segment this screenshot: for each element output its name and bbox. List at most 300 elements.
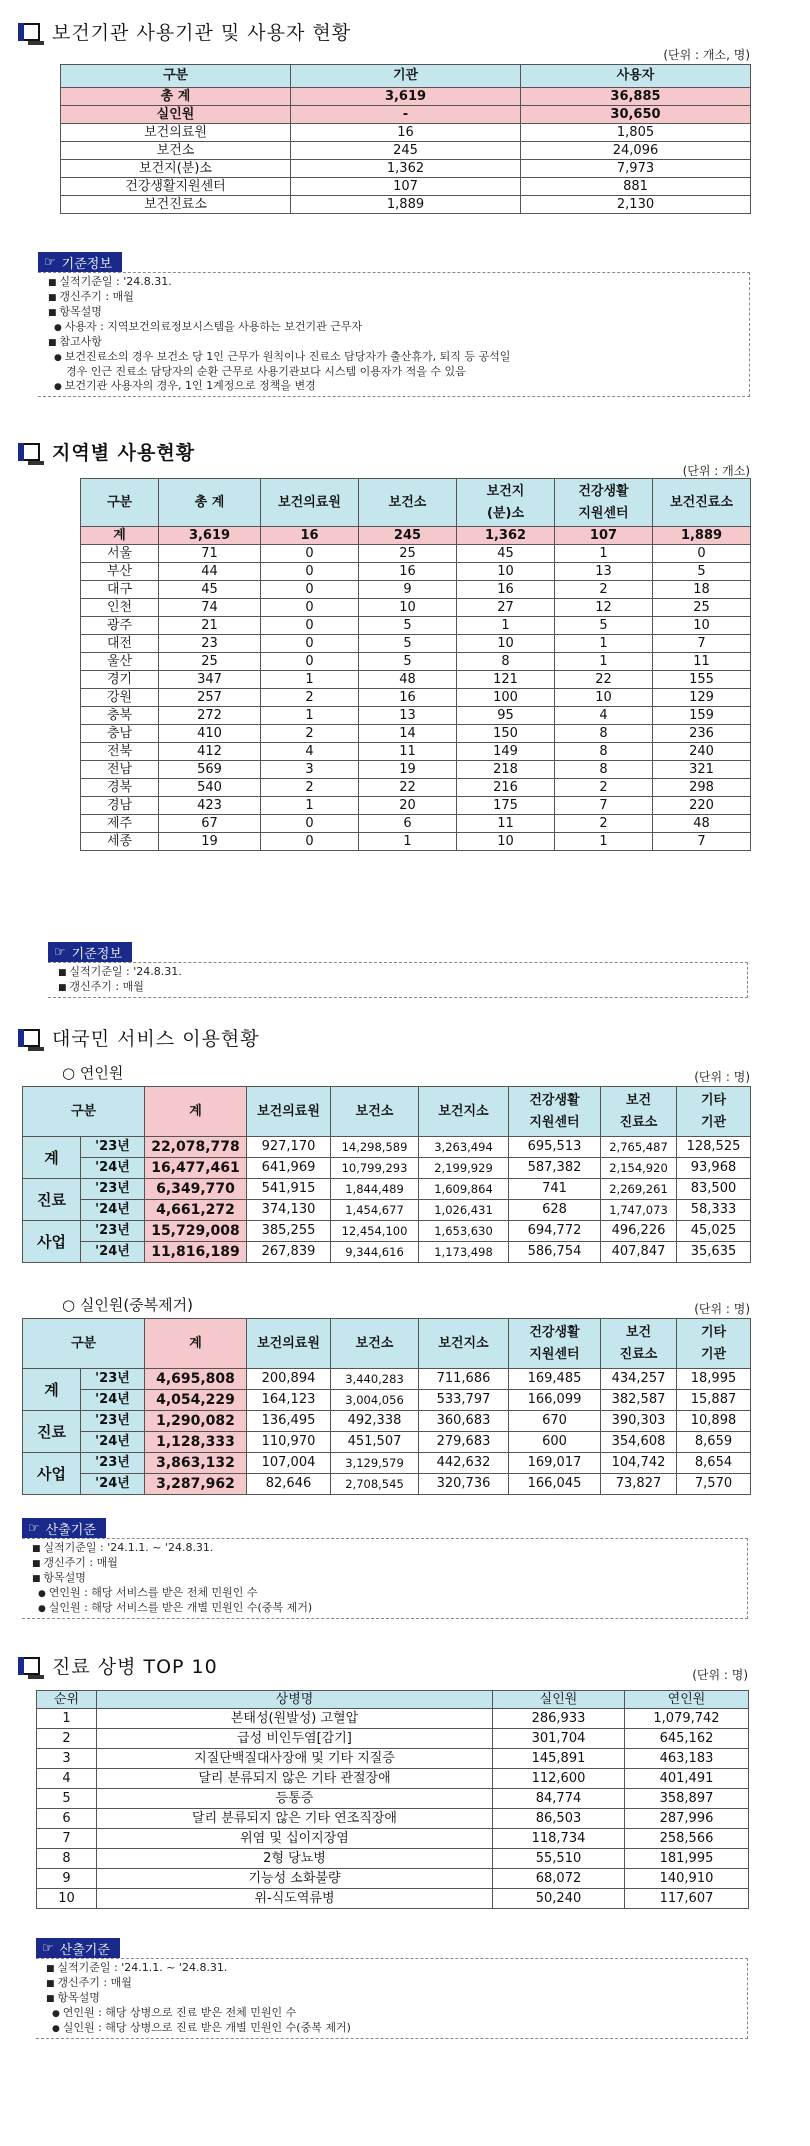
table-cell: 3 [37, 1749, 97, 1769]
s1-header-1: 기관 [291, 65, 521, 88]
table-cell: 8 [37, 1849, 97, 1869]
table-cell: 보건의료원 [61, 124, 291, 142]
table-cell: 298 [653, 779, 751, 797]
table-row [61, 178, 751, 196]
table-row [81, 689, 751, 707]
table-cell: 71 [159, 545, 261, 563]
table-cell: 7 [555, 797, 653, 815]
table-cell: 442,632 [419, 1453, 509, 1474]
table-cell: 0 [261, 581, 359, 599]
table-cell: 107 [555, 527, 653, 545]
table-cell: 11,816,189 [145, 1242, 247, 1263]
table-cell: 15,887 [677, 1390, 751, 1411]
service-header-6: 보건 진료소 [601, 1319, 677, 1369]
table-row [81, 833, 751, 851]
table-cell: 358,897 [625, 1789, 749, 1809]
table-cell: 보건진료소 [61, 196, 291, 214]
table-cell: 대전 [81, 635, 159, 653]
unit-label: (단위 : 명) [694, 1070, 750, 1084]
agency-user-table [60, 64, 751, 214]
table-cell: 159 [653, 707, 751, 725]
table-cell: 16 [457, 581, 555, 599]
year-label: '24년 [81, 1390, 145, 1411]
table-row [37, 1869, 749, 1889]
table-cell: 2 [261, 779, 359, 797]
table-row [37, 1789, 749, 1809]
table-cell: 달리 분류되지 않은 기타 연조직장애 [97, 1809, 493, 1829]
table-cell: 7 [653, 833, 751, 851]
table-cell: 11 [359, 743, 457, 761]
table-row [61, 124, 751, 142]
info-line: ● 보건기관 사용자의 경우, 1인 1계정으로 정책을 변경 [48, 379, 749, 394]
info-badge: ☞ 산출기준 [22, 1518, 106, 1538]
table-cell: 220 [653, 797, 751, 815]
service-header-1: 계 [145, 1087, 247, 1137]
table-cell: 1 [457, 617, 555, 635]
table-cell: 117,607 [625, 1889, 749, 1909]
table-cell: 1,079,742 [625, 1709, 749, 1729]
table-cell: 8 [457, 653, 555, 671]
table-cell: 107,004 [247, 1453, 331, 1474]
group-label: 진료 [23, 1411, 81, 1453]
top10-disease-table [36, 1690, 749, 1909]
section-title-top10 [22, 1652, 218, 1679]
table-row [23, 1179, 751, 1200]
s2-header-1: 총 계 [159, 479, 261, 527]
table-row [23, 1137, 751, 1158]
table-cell: 25 [359, 545, 457, 563]
table-cell: 385,255 [247, 1221, 331, 1242]
table-cell: 45 [457, 545, 555, 563]
table-cell: 74 [159, 599, 261, 617]
table-row [37, 1749, 749, 1769]
unit-label: (단위 : 개소, 명) [663, 48, 750, 62]
table-cell: 기능성 소화불량 [97, 1869, 493, 1889]
table-cell: 55,510 [493, 1849, 625, 1869]
table-cell: 22,078,778 [145, 1137, 247, 1158]
table-cell: 67 [159, 815, 261, 833]
table-row [37, 1709, 749, 1729]
table-cell: 전북 [81, 743, 159, 761]
table-cell: 35,635 [677, 1242, 751, 1263]
table-cell: 7 [37, 1829, 97, 1849]
group-label: 계 [23, 1137, 81, 1179]
table-cell: 1,454,677 [331, 1200, 419, 1221]
table-cell: 18,995 [677, 1369, 751, 1390]
table-cell: 8,654 [677, 1453, 751, 1474]
table-cell: 3 [261, 761, 359, 779]
table-cell: 14,298,589 [331, 1137, 419, 1158]
table-cell: 25 [653, 599, 751, 617]
table-cell: 145,891 [493, 1749, 625, 1769]
table-cell: 434,257 [601, 1369, 677, 1390]
table-cell: 8 [555, 761, 653, 779]
year-label: '23년 [81, 1221, 145, 1242]
table-row [37, 1849, 749, 1869]
table-cell: 10 [457, 635, 555, 653]
info-line: ■ 갱신주기 : 매월 [32, 1556, 747, 1571]
table-cell: 등통증 [97, 1789, 493, 1809]
section-title-regional [22, 438, 195, 465]
table-cell: 492,338 [331, 1411, 419, 1432]
table-cell: 6 [37, 1809, 97, 1829]
table-cell: 354,608 [601, 1432, 677, 1453]
table-cell: 부산 [81, 563, 159, 581]
table-cell: 6,349,770 [145, 1179, 247, 1200]
service-header-0: 구분 [23, 1087, 145, 1137]
table-cell: 5 [37, 1789, 97, 1809]
table-row [61, 88, 751, 106]
table-cell: 16 [261, 527, 359, 545]
table-cell: 실인원 [61, 106, 291, 124]
table-cell: 93,968 [677, 1158, 751, 1179]
table-cell: 540 [159, 779, 261, 797]
table-cell: 3,129,579 [331, 1453, 419, 1474]
table-cell: 58,333 [677, 1200, 751, 1221]
table-cell: 2,765,487 [601, 1137, 677, 1158]
table-cell: 694,772 [509, 1221, 601, 1242]
table-cell: 2형 당뇨병 [97, 1849, 493, 1869]
service-header-6: 보건 진료소 [601, 1087, 677, 1137]
table-cell: 1,026,431 [419, 1200, 509, 1221]
pointing-hand-icon: ☞ [42, 1940, 54, 1956]
table-cell: 587,382 [509, 1158, 601, 1179]
s4-header-0: 순위 [37, 1691, 97, 1709]
table-cell: 286,933 [493, 1709, 625, 1729]
table-cell: 10 [359, 599, 457, 617]
table-cell: 1,805 [521, 124, 751, 142]
table-cell: 5 [359, 617, 457, 635]
unit-label: (단위 : 개소) [682, 464, 750, 478]
table-cell: 1 [261, 797, 359, 815]
service-header-5: 건강생활 지원센터 [509, 1087, 601, 1137]
table-cell: 218 [457, 761, 555, 779]
table-cell: 0 [261, 635, 359, 653]
table-cell: 13 [359, 707, 457, 725]
table-cell: 1,653,630 [419, 1221, 509, 1242]
table-cell: 10 [37, 1889, 97, 1909]
table-cell: 129 [653, 689, 751, 707]
section-title-text: 진료 상병 TOP 10 [52, 1656, 218, 1678]
table-cell: 121 [457, 671, 555, 689]
year-label: '23년 [81, 1453, 145, 1474]
table-cell: 19 [359, 761, 457, 779]
table-cell: 45,025 [677, 1221, 751, 1242]
table-cell: 107 [291, 178, 521, 196]
table-cell: 4,054,229 [145, 1390, 247, 1411]
table-cell: 1 [37, 1709, 97, 1729]
table-cell: 건강생활지원센터 [61, 178, 291, 196]
info-line: ■ 갱신주기 : 매월 [48, 290, 749, 305]
info-line: ■ 갱신주기 : 매월 [46, 1976, 747, 1991]
table-row [81, 761, 751, 779]
service-header-1: 계 [145, 1319, 247, 1369]
table-cell: 14 [359, 725, 457, 743]
table-row [23, 1221, 751, 1242]
table-cell: 412 [159, 743, 261, 761]
table-cell: 서울 [81, 545, 159, 563]
table-cell: 보건소 [61, 142, 291, 160]
table-cell: 3,263,494 [419, 1137, 509, 1158]
section-bullet-icon [22, 1029, 40, 1047]
table-cell: 68,072 [493, 1869, 625, 1889]
section-bullet-icon [22, 443, 40, 461]
table-cell: 451,507 [331, 1432, 419, 1453]
table-row [23, 1411, 751, 1432]
subtitle-total-visits: ○ 연인원 [62, 1064, 124, 1082]
table-cell: 5 [359, 653, 457, 671]
info-body [36, 1958, 748, 2039]
table-row [81, 779, 751, 797]
table-cell: 대구 [81, 581, 159, 599]
table-cell: 11 [457, 815, 555, 833]
table-cell: 1,844,489 [331, 1179, 419, 1200]
table-row [61, 106, 751, 124]
table-cell: 216 [457, 779, 555, 797]
service-header-0: 구분 [23, 1319, 145, 1369]
table-row [23, 1369, 751, 1390]
section-title-text: 지역별 사용현황 [52, 442, 196, 464]
table-row [81, 617, 751, 635]
table-cell: 8 [555, 743, 653, 761]
service-header-2: 보건의료원 [247, 1087, 331, 1137]
pointing-hand-icon: ☞ [28, 1520, 40, 1536]
table-cell: 계 [81, 527, 159, 545]
table-cell: 641,969 [247, 1158, 331, 1179]
service-header-7: 기타 기관 [677, 1319, 751, 1369]
table-cell: 240 [653, 743, 751, 761]
table-cell: 169,485 [509, 1369, 601, 1390]
table-row [23, 1432, 751, 1453]
table-cell: 0 [261, 833, 359, 851]
info-line: ● 연인원 : 해당 서비스를 받은 전체 민원인 수 [32, 1586, 747, 1601]
table-cell: 169,017 [509, 1453, 601, 1474]
service-unique-table [22, 1318, 751, 1495]
table-row [81, 545, 751, 563]
section-title-text: 대국민 서비스 이용현황 [52, 1028, 260, 1050]
year-label: '24년 [81, 1200, 145, 1221]
table-cell: 30,650 [521, 106, 751, 124]
table-row [23, 1453, 751, 1474]
table-cell: 84,774 [493, 1789, 625, 1809]
table-cell: 83,500 [677, 1179, 751, 1200]
service-header-4: 보건지소 [419, 1087, 509, 1137]
service-header-3: 보건소 [331, 1087, 419, 1137]
table-cell: 628 [509, 1200, 601, 1221]
section-title-text: 보건기관 사용기관 및 사용자 현황 [52, 22, 352, 44]
table-cell: 927,170 [247, 1137, 331, 1158]
table-cell: 181,995 [625, 1849, 749, 1869]
table-row [81, 743, 751, 761]
table-cell: 1 [359, 833, 457, 851]
table-cell: 0 [653, 545, 751, 563]
year-label: '24년 [81, 1242, 145, 1263]
table-cell: 1 [555, 635, 653, 653]
table-cell: 0 [261, 545, 359, 563]
table-cell: 360,683 [419, 1411, 509, 1432]
info-line: ■ 갱신주기 : 매월 [58, 980, 747, 995]
service-visits-table [22, 1086, 751, 1263]
s1-header-2: 사용자 [521, 65, 751, 88]
info-line: ■ 항목설명 [32, 1571, 747, 1586]
table-cell: 569 [159, 761, 261, 779]
table-cell: 1 [261, 671, 359, 689]
info-box-s3 [22, 1518, 748, 1619]
info-line: ● 사용자 : 지역보건의료정보시스템을 사용하는 보건기관 근무자 [48, 320, 749, 335]
info-box-s1 [38, 252, 750, 397]
table-cell: 3,440,283 [331, 1369, 419, 1390]
table-cell: 경남 [81, 797, 159, 815]
table-cell: 257 [159, 689, 261, 707]
s4-header-2: 실인원 [493, 1691, 625, 1709]
table-cell: 4 [261, 743, 359, 761]
table-cell: 1 [555, 653, 653, 671]
info-line: ■ 참고사항 [48, 335, 749, 350]
table-cell: 410 [159, 725, 261, 743]
table-cell: 3,287,962 [145, 1474, 247, 1495]
unit-label: (단위 : 명) [692, 1668, 748, 1682]
info-body [22, 1538, 748, 1619]
table-cell: 711,686 [419, 1369, 509, 1390]
table-cell: 22 [555, 671, 653, 689]
info-line: ■ 실적기준일 : '24.1.1. ~ '24.8.31. [32, 1541, 747, 1556]
service-header-4: 보건지소 [419, 1319, 509, 1369]
info-line: 경우 인근 진료소 담당자의 순환 근무로 사용기관보다 시스템 이용자가 적을 수 있음 [66, 365, 466, 378]
table-cell: 2 [555, 815, 653, 833]
service-header-2: 보건의료원 [247, 1319, 331, 1369]
table-cell: 총 계 [61, 88, 291, 106]
table-row [61, 160, 751, 178]
table-row [37, 1769, 749, 1789]
s2-header-3: 보건소 [359, 479, 457, 527]
table-cell: 경기 [81, 671, 159, 689]
s2-header-2: 보건의료원 [261, 479, 359, 527]
table-cell: 2 [261, 689, 359, 707]
info-line: ■ 실적기준일 : '24.8.31. [58, 965, 747, 980]
table-cell: 24,096 [521, 142, 751, 160]
s2-header-0: 구분 [81, 479, 159, 527]
table-cell: 175 [457, 797, 555, 815]
table-cell: 149 [457, 743, 555, 761]
table-cell: 21 [159, 617, 261, 635]
year-label: '23년 [81, 1369, 145, 1390]
table-cell: 3,863,132 [145, 1453, 247, 1474]
table-row [37, 1809, 749, 1829]
table-cell: 382,587 [601, 1390, 677, 1411]
service-header-3: 보건소 [331, 1319, 419, 1369]
table-row [61, 196, 751, 214]
table-cell: 48 [653, 815, 751, 833]
info-box-s2 [48, 942, 748, 998]
table-cell: 258,566 [625, 1829, 749, 1849]
year-label: '23년 [81, 1179, 145, 1200]
table-cell: 95 [457, 707, 555, 725]
table-row [81, 653, 751, 671]
s2-header-6: 보건진료소 [653, 479, 751, 527]
table-cell: 45 [159, 581, 261, 599]
info-line: ● 보건진료소의 경우 보건소 당 1인 근무가 원칙이나 진료소 담당자가 출산휴가, 퇴직 등 공석일 [48, 350, 749, 365]
table-row [81, 815, 751, 833]
table-row [81, 725, 751, 743]
table-cell: 27 [457, 599, 555, 617]
s1-header-0: 구분 [61, 65, 291, 88]
table-cell: 본태성(원발성) 고혈압 [97, 1709, 493, 1729]
table-cell: 287,996 [625, 1809, 749, 1829]
group-label: 계 [23, 1369, 81, 1411]
s4-header-3: 연인원 [625, 1691, 749, 1709]
table-cell: 301,704 [493, 1729, 625, 1749]
regional-usage-table [80, 478, 751, 851]
table-row [81, 635, 751, 653]
info-line: ■ 항목설명 [48, 305, 749, 320]
table-cell: 18 [653, 581, 751, 599]
year-label: '23년 [81, 1411, 145, 1432]
table-cell: 1,362 [457, 527, 555, 545]
table-cell: 200,894 [247, 1369, 331, 1390]
table-cell: 390,303 [601, 1411, 677, 1432]
table-cell: 2,269,261 [601, 1179, 677, 1200]
table-cell: 위-식도역류병 [97, 1889, 493, 1909]
table-row [81, 599, 751, 617]
table-cell: 인천 [81, 599, 159, 617]
table-cell: 1,128,333 [145, 1432, 247, 1453]
table-cell: 2 [261, 725, 359, 743]
service-header-7: 기타 기관 [677, 1087, 751, 1137]
table-cell: 25 [159, 653, 261, 671]
table-cell: 164,123 [247, 1390, 331, 1411]
table-cell: 제주 [81, 815, 159, 833]
table-cell: 1,889 [291, 196, 521, 214]
table-cell: 15,729,008 [145, 1221, 247, 1242]
section-title-agencies [22, 18, 351, 45]
table-cell: 10 [457, 833, 555, 851]
table-cell: 645,162 [625, 1729, 749, 1749]
table-cell: 12,454,100 [331, 1221, 419, 1242]
s2-header-4: 보건지 (분)소 [457, 479, 555, 527]
table-cell: 401,491 [625, 1769, 749, 1789]
table-cell: 272 [159, 707, 261, 725]
table-cell: 533,797 [419, 1390, 509, 1411]
s4-header-1: 상병명 [97, 1691, 493, 1709]
table-cell: 670 [509, 1411, 601, 1432]
section-bullet-icon [22, 1657, 40, 1675]
table-cell: 달리 분류되지 않은 기타 관절장애 [97, 1769, 493, 1789]
table-cell: 전남 [81, 761, 159, 779]
table-cell: 741 [509, 1179, 601, 1200]
table-cell: 경북 [81, 779, 159, 797]
table-cell: 3,619 [291, 88, 521, 106]
table-cell: 0 [261, 599, 359, 617]
table-cell: 7,973 [521, 160, 751, 178]
year-label: '24년 [81, 1474, 145, 1495]
table-cell: 3,004,056 [331, 1390, 419, 1411]
s2-header-5: 건강생활 지원센터 [555, 479, 653, 527]
table-cell: 136,495 [247, 1411, 331, 1432]
info-box-s4 [36, 1938, 748, 2039]
subtitle-unique-users: ○ 실인원(중복제거) [62, 1296, 193, 1314]
service-header-5: 건강생활 지원센터 [509, 1319, 601, 1369]
table-cell: 강원 [81, 689, 159, 707]
table-cell: 1 [261, 707, 359, 725]
table-cell: 2,199,929 [419, 1158, 509, 1179]
table-cell: 위염 및 십이지장염 [97, 1829, 493, 1849]
table-cell: 16 [359, 689, 457, 707]
group-label: 진료 [23, 1179, 81, 1221]
table-cell: 245 [291, 142, 521, 160]
table-cell: 104,742 [601, 1453, 677, 1474]
pointing-hand-icon: ☞ [54, 944, 66, 960]
table-row [23, 1158, 751, 1179]
